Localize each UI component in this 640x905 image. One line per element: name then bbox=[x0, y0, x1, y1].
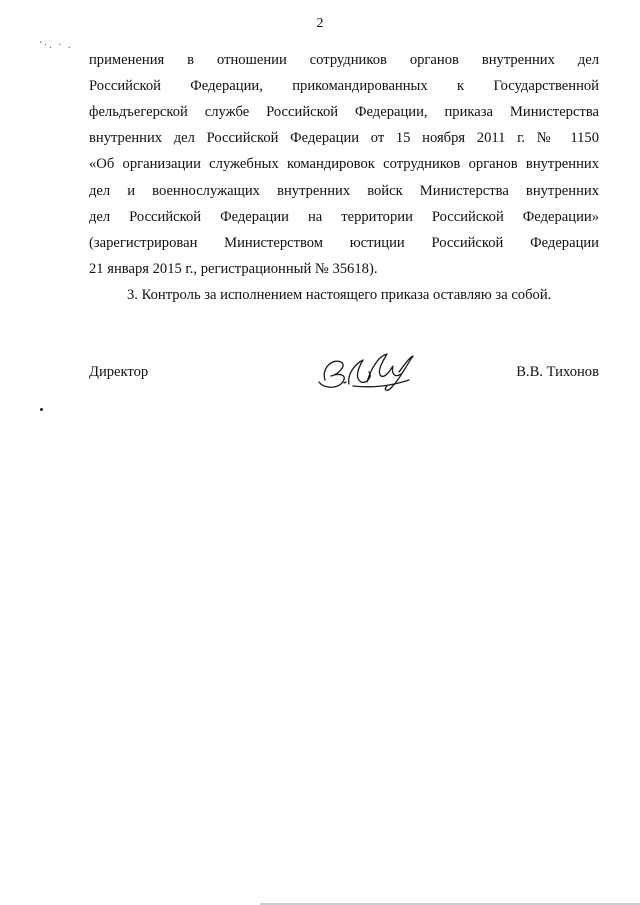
body-line: Российской Федерации, прикомандированных к Государственной bbox=[89, 78, 599, 94]
body-line: фельдъегерской службе Российской Федерации, приказа Министерства bbox=[89, 104, 599, 120]
scan-dot bbox=[40, 408, 43, 411]
signer-position: Директор bbox=[89, 364, 149, 380]
signature-block bbox=[89, 352, 599, 402]
scan-marks: '·. · . bbox=[40, 40, 73, 51]
page-number: 2 bbox=[316, 16, 324, 31]
body-line: дел и военнослужащих внутренних войск Министерства внутренних bbox=[89, 183, 599, 199]
body-line: дел Российской Федерации на территории Российской Федерации» bbox=[89, 209, 599, 225]
body-line: (зарегистрирован Министерством юстиции Российской Федерации bbox=[89, 235, 599, 251]
paragraph-3: 3. Контроль за исполнением настоящего приказа оставляю за собой. bbox=[127, 287, 552, 303]
body-line: применения в отношении сотрудников органов внутренних дел bbox=[89, 52, 599, 68]
body-line: «Об организации служебных командировок сотрудников органов внутренних bbox=[89, 156, 599, 172]
body-line: внутренних дел Российской Федерации от 15 ноября 2011 г. № 1150 bbox=[89, 130, 599, 146]
body-line: 21 января 2015 г., регистрационный № 35618). bbox=[89, 261, 378, 277]
handwritten-signature bbox=[311, 346, 421, 396]
signer-name: В.В. Тихонов bbox=[516, 364, 599, 380]
